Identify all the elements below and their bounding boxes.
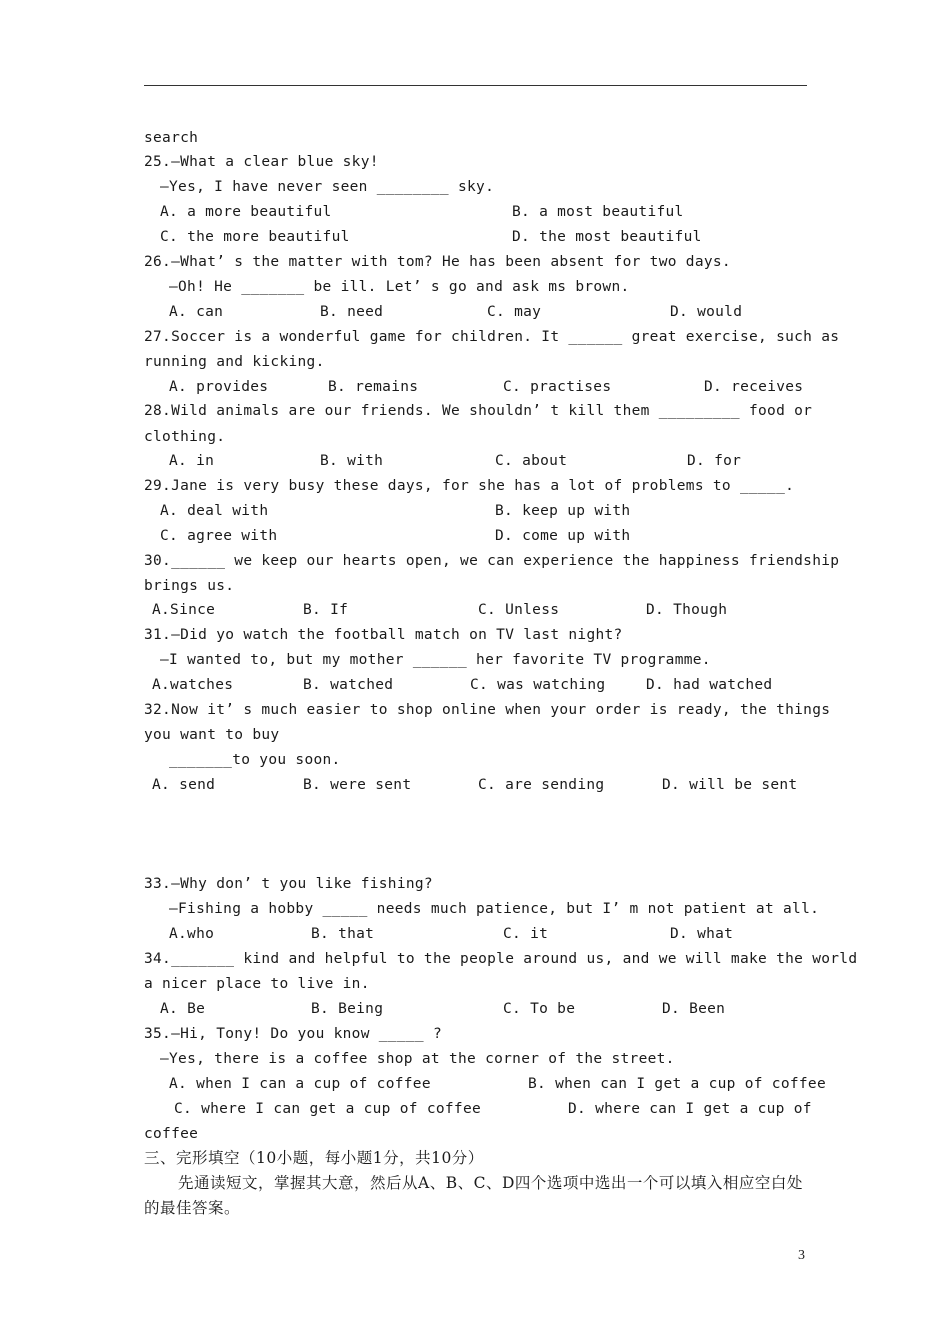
instruction-line-2: 的最佳答案。 [144, 1199, 241, 1217]
text-line: 32.Now it’ s much easier to shop online when your order is ready, the things [144, 702, 831, 718]
text-line: D. for [687, 453, 742, 469]
text-line: a nicer place to live in. [144, 976, 370, 992]
text-line: D. will be sent [662, 777, 798, 793]
text-line: A. send [152, 777, 216, 793]
text-line: D. Though [646, 602, 728, 618]
text-line: C. agree with [160, 528, 278, 544]
text-line: B. need [320, 304, 384, 320]
text-line: D. what [670, 926, 734, 942]
text-line: coffee [144, 1126, 199, 1142]
header-rule [144, 85, 807, 86]
text-line: B. If [303, 602, 349, 618]
text-line: A. provides [169, 379, 269, 395]
text-line: 35.—Hi, Tony! Do you know _____ ? [144, 1026, 442, 1042]
text-line: C. practises [503, 379, 612, 395]
text-line: B. with [320, 453, 384, 469]
text-line: A. can [169, 304, 224, 320]
text-line: A. Be [160, 1001, 206, 1017]
text-line: A.who [169, 926, 215, 942]
text-line: D. come up with [495, 528, 631, 544]
text-line: A.Since [152, 602, 216, 618]
text-line: 29.Jane is very busy these days, for she has a lot of problems to _____. [144, 478, 795, 494]
text-line: C. about [495, 453, 568, 469]
text-line: B. Being [311, 1001, 384, 1017]
text-line: A. deal with [160, 503, 269, 519]
text-line: C. where I can get a cup of coffee [174, 1101, 482, 1117]
text-line: C. To be [503, 1001, 576, 1017]
text-line: B. remains [328, 379, 419, 395]
text-line: D. receives [704, 379, 804, 395]
text-line: 33.—Why don’ t you like fishing? [144, 876, 433, 892]
text-line: 30.______ we keep our hearts open, we can experience the happiness friendship [144, 553, 840, 569]
text-line: B. watched [303, 677, 394, 693]
text-line: 27.Soccer is a wonderful game for children. It ______ great exercise, such as [144, 329, 840, 345]
text-line: —Fishing a hobby _____ needs much patience, but I’ m not patient at all. [169, 901, 820, 917]
text-line: —Oh! He _______ be ill. Let’ s go and ask ms brown. [169, 279, 630, 295]
text-line: B. a most beautiful [512, 204, 684, 220]
text-line: C. the more beautiful [160, 229, 350, 245]
text-line: C. may [487, 304, 542, 320]
text-line: C. was watching [470, 677, 606, 693]
text-line: D. would [670, 304, 743, 320]
text-line: 25.—What a clear blue sky! [144, 154, 379, 170]
text-line: D. the most beautiful [512, 229, 702, 245]
text-line: B. keep up with [495, 503, 631, 519]
text-line: A. in [169, 453, 215, 469]
text-line: brings us. [144, 578, 235, 594]
text-line: C. Unless [478, 602, 560, 618]
text-line: C. are sending [478, 777, 605, 793]
text-line: D. Been [662, 1001, 726, 1017]
text-line: you want to buy [144, 727, 280, 743]
text-line: B. when can I get a cup of coffee [528, 1076, 826, 1092]
text-line: A. a more beautiful [160, 204, 332, 220]
text-line: 26.—What’ s the matter with tom? He has been absent for two days. [144, 254, 731, 270]
text-line: A.watches [152, 677, 234, 693]
text-line: _______to you soon. [169, 752, 341, 768]
instruction-line-1: 先通读短文，掌握其大意，然后从A、B、C、D四个选项中选出一个可以填入相应空白处 [178, 1174, 803, 1192]
text-line: 34._______ kind and helpful to the people around us, and we will make the world [144, 951, 858, 967]
text-line: —Yes, I have never seen ________ sky. [160, 179, 495, 195]
text-line: 28.Wild animals are our friends. We shouldn’ t kill them _________ food or [144, 403, 813, 419]
text-line: A. when I can a cup of coffee [169, 1076, 431, 1092]
text-line: D. had watched [646, 677, 773, 693]
text-line: —I wanted to, but my mother ______ her favorite TV programme. [160, 652, 711, 668]
text-line: C. it [503, 926, 549, 942]
text-line: —Yes, there is a coffee shop at the corner of the street. [160, 1051, 675, 1067]
text-line: D. where can I get a cup of [568, 1101, 812, 1117]
text-line: search [144, 130, 199, 146]
text-line: clothing. [144, 429, 226, 445]
text-line: B. were sent [303, 777, 412, 793]
text-line: 31.—Did yo watch the football match on TV last night? [144, 627, 623, 643]
section-title: 三、完形填空（10小题，每小题1分，共10分） [144, 1149, 484, 1167]
text-line: running and kicking. [144, 354, 325, 370]
page-number: 3 [798, 1248, 805, 1263]
text-line: B. that [311, 926, 375, 942]
